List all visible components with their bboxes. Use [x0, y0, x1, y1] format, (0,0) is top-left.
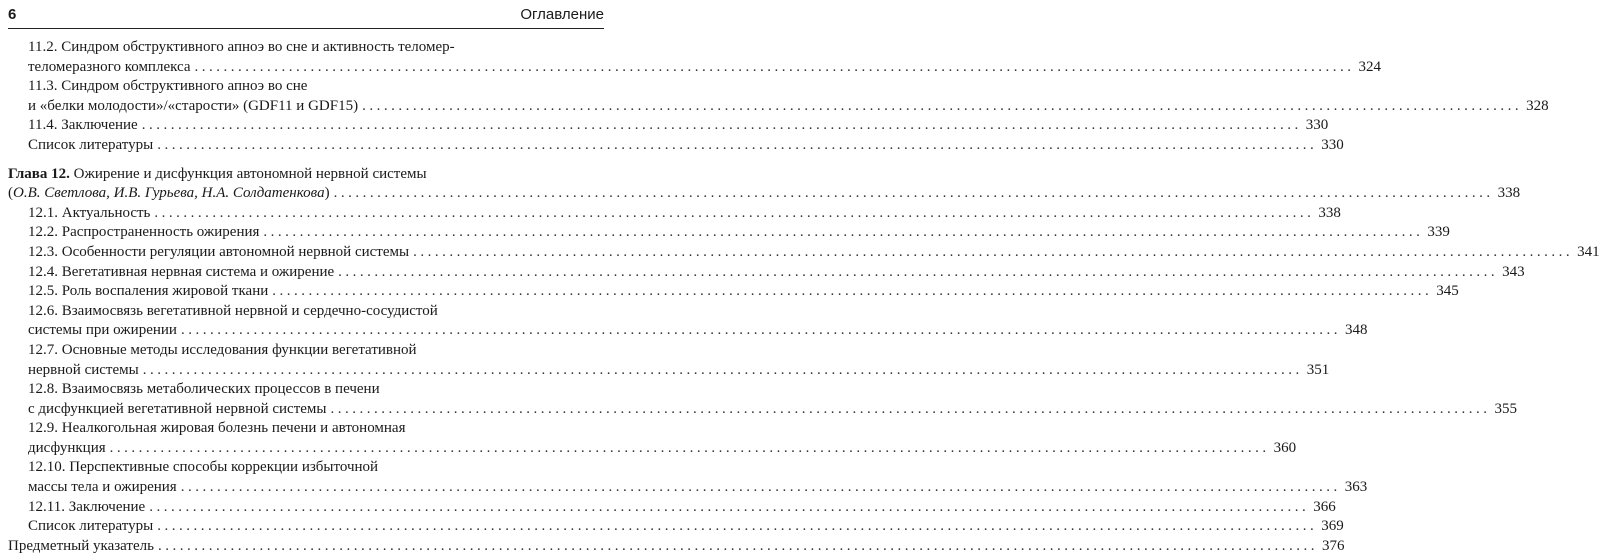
entry-line: [0, 400, 1517, 420]
entry-line: [0, 321, 1368, 341]
entry-text: 12.2. Распространенность ожирения: [28, 224, 260, 241]
entry-line: [0, 341, 616, 361]
spacer: [0, 156, 616, 165]
dot-leader: ................................................................................................................................................................: [157, 136, 1318, 153]
entry-text: с дисфункцией вегетативной нервной системы: [28, 400, 327, 417]
paren-close: ): [324, 185, 330, 202]
page-ref: 339: [1427, 224, 1450, 241]
chapter-12-title[interactable]: [0, 165, 616, 185]
dot-leader: ................................................................................................................................................................: [333, 185, 1494, 202]
dot-leader: ................................................................................................................................................................: [338, 263, 1499, 280]
dot-leader: ................................................................................................................................................................: [157, 537, 1318, 554]
dot-leader: ................................................................................................................................................................: [362, 97, 1523, 114]
dot-leader: ................................................................................................................................................................: [154, 204, 1315, 221]
index-entry[interactable]: [0, 537, 1345, 556]
entry-line: [0, 419, 616, 439]
toc-entry[interactable]: [0, 263, 1525, 283]
entry-line: [0, 478, 1368, 498]
chapter-authors: О.В. Светлова, И.В. Гурьева, Н.А. Солдатенкова: [13, 185, 325, 202]
entry-line: [0, 204, 1341, 224]
page-ref: 330: [1305, 117, 1329, 134]
toc-entry[interactable]: [0, 380, 1517, 419]
dot-leader: ................................................................................................................................................................: [413, 243, 1574, 260]
dot-leader: ................................................................................................................................................................: [263, 224, 1424, 241]
entry-text: 11.4. Заключение: [28, 117, 138, 134]
page-ref: 355: [1494, 400, 1517, 417]
header-rule: [8, 28, 604, 29]
paren-open: (: [8, 185, 13, 202]
entry-text: 12.10. Перспективные способы коррекции избыточной: [28, 459, 379, 476]
page-ref: 338: [1497, 185, 1521, 202]
entry-line: [0, 223, 1450, 243]
toc-entry[interactable]: [0, 243, 1600, 263]
entry-line: [0, 136, 1344, 156]
entry-text: массы тела и ожирения: [28, 479, 177, 496]
page-ref: 348: [1344, 322, 1368, 339]
chapter-label: Глава 12.: [8, 165, 70, 182]
entry-text: 12.9. Неалкогольная жировая болезнь печени и автономная: [28, 420, 406, 437]
toc-entry[interactable]: [0, 136, 1344, 156]
toc-entry[interactable]: [0, 458, 1368, 497]
entry-text: 12.3. Особенности регуляции автономной нервной системы: [28, 243, 410, 260]
entry-text: Предметный указатель: [8, 537, 154, 554]
entry-line: [0, 458, 616, 478]
entry-line: [0, 263, 1525, 283]
page-ref: 351: [1306, 361, 1330, 378]
entry-text: 12.4. Вегетативная нервная система и ожирение: [28, 263, 335, 280]
entry-line: [0, 77, 616, 97]
chapter-11-entries: [0, 38, 1549, 156]
entry-line: [0, 97, 1549, 117]
toc-entry[interactable]: [0, 282, 1459, 302]
entry-line: [0, 380, 616, 400]
toc-entry[interactable]: [0, 116, 1329, 136]
dot-leader: ................................................................................................................................................................: [272, 283, 1433, 300]
toc-entry[interactable]: [0, 341, 1330, 380]
entry-line: [0, 116, 1329, 136]
toc-entry[interactable]: [0, 204, 1341, 224]
dot-leader: ................................................................................................................................................................: [330, 400, 1491, 417]
page-ref: 330: [1321, 136, 1344, 153]
page-ref: 345: [1436, 283, 1459, 300]
toc-entry[interactable]: [0, 302, 1368, 341]
dot-leader: ................................................................................................................................................................: [180, 479, 1341, 496]
chapter-title-text: Ожирение и дисфункция автономной нервной системы: [73, 165, 427, 182]
page-number: 6: [8, 6, 17, 23]
chapter-12-entries: [0, 204, 1600, 537]
entry-line: [0, 361, 1330, 381]
entry-line: [0, 58, 1382, 78]
toc-entry[interactable]: [0, 223, 1450, 243]
entry-line: [0, 498, 1336, 518]
dot-leader: ................................................................................................................................................................: [180, 322, 1341, 339]
entry-text: 12.7. Основные методы исследования функции вегетативной: [28, 341, 417, 358]
dot-leader: ................................................................................................................................................................: [109, 439, 1270, 456]
entry-text: и «белки молодости»/«старости» (GDF11 и GDF15): [28, 97, 359, 114]
entry-line: [0, 282, 1459, 302]
chapter-12-authors[interactable]: [0, 184, 1521, 204]
page-ref: 369: [1321, 518, 1344, 535]
entry-text: системы при ожирении: [28, 322, 177, 339]
entry-text: Список литературы: [28, 136, 154, 153]
toc-entry[interactable]: [0, 517, 1344, 537]
toc-entry[interactable]: [0, 419, 1297, 458]
toc-entry[interactable]: [0, 77, 1549, 116]
entry-text: 12.11. Заключение: [28, 498, 146, 515]
entry-text: нервной системы: [28, 361, 139, 378]
entry-line: [0, 302, 616, 322]
dot-leader: ................................................................................................................................................................: [142, 361, 1303, 378]
page-ref: 328: [1526, 97, 1549, 114]
entry-line: [0, 439, 1297, 459]
dot-leader: ................................................................................................................................................................: [194, 58, 1355, 75]
page-ref: 343: [1502, 263, 1525, 280]
page-ref: 366: [1313, 498, 1336, 515]
dot-leader: ................................................................................................................................................................: [157, 518, 1318, 535]
entry-text: Список литературы: [28, 518, 154, 535]
entry-text: 12.8. Взаимосвязь метаболических процессов в печени: [28, 381, 380, 398]
entry-text: 11.3. Синдром обструктивного апноэ во сне: [28, 78, 308, 95]
toc-entry[interactable]: [0, 498, 1336, 518]
entry-text: 12.1. Актуальность: [28, 204, 151, 221]
entry-text: теломеразного комплекса: [28, 58, 191, 75]
entry-text: дисфункция: [28, 439, 106, 456]
toc-entry[interactable]: [0, 38, 1382, 77]
page-ref: 363: [1344, 479, 1368, 496]
page-ref: 338: [1318, 204, 1341, 221]
page-ref: 360: [1273, 439, 1297, 456]
entry-line: [0, 38, 616, 58]
page-ref: 341: [1577, 243, 1600, 260]
page-ref: 324: [1358, 58, 1382, 75]
dot-leader: ................................................................................................................................................................: [149, 498, 1310, 515]
page-header: [8, 2, 604, 28]
table-of-contents: [0, 38, 1600, 556]
section-title: Оглавление: [520, 6, 604, 23]
entry-text: 11.2. Синдром обструктивного апноэ во сне и активность теломер-: [28, 39, 455, 55]
entry-text: 12.6. Взаимосвязь вегетативной нервной и сердечно-сосудистой: [28, 302, 438, 319]
dot-leader: ................................................................................................................................................................: [141, 117, 1302, 134]
entry-line: [0, 517, 1344, 537]
entry-text: 12.5. Роль воспаления жировой ткани: [28, 283, 269, 300]
entry-line: [0, 243, 1600, 263]
page-ref: 376: [1321, 537, 1345, 554]
